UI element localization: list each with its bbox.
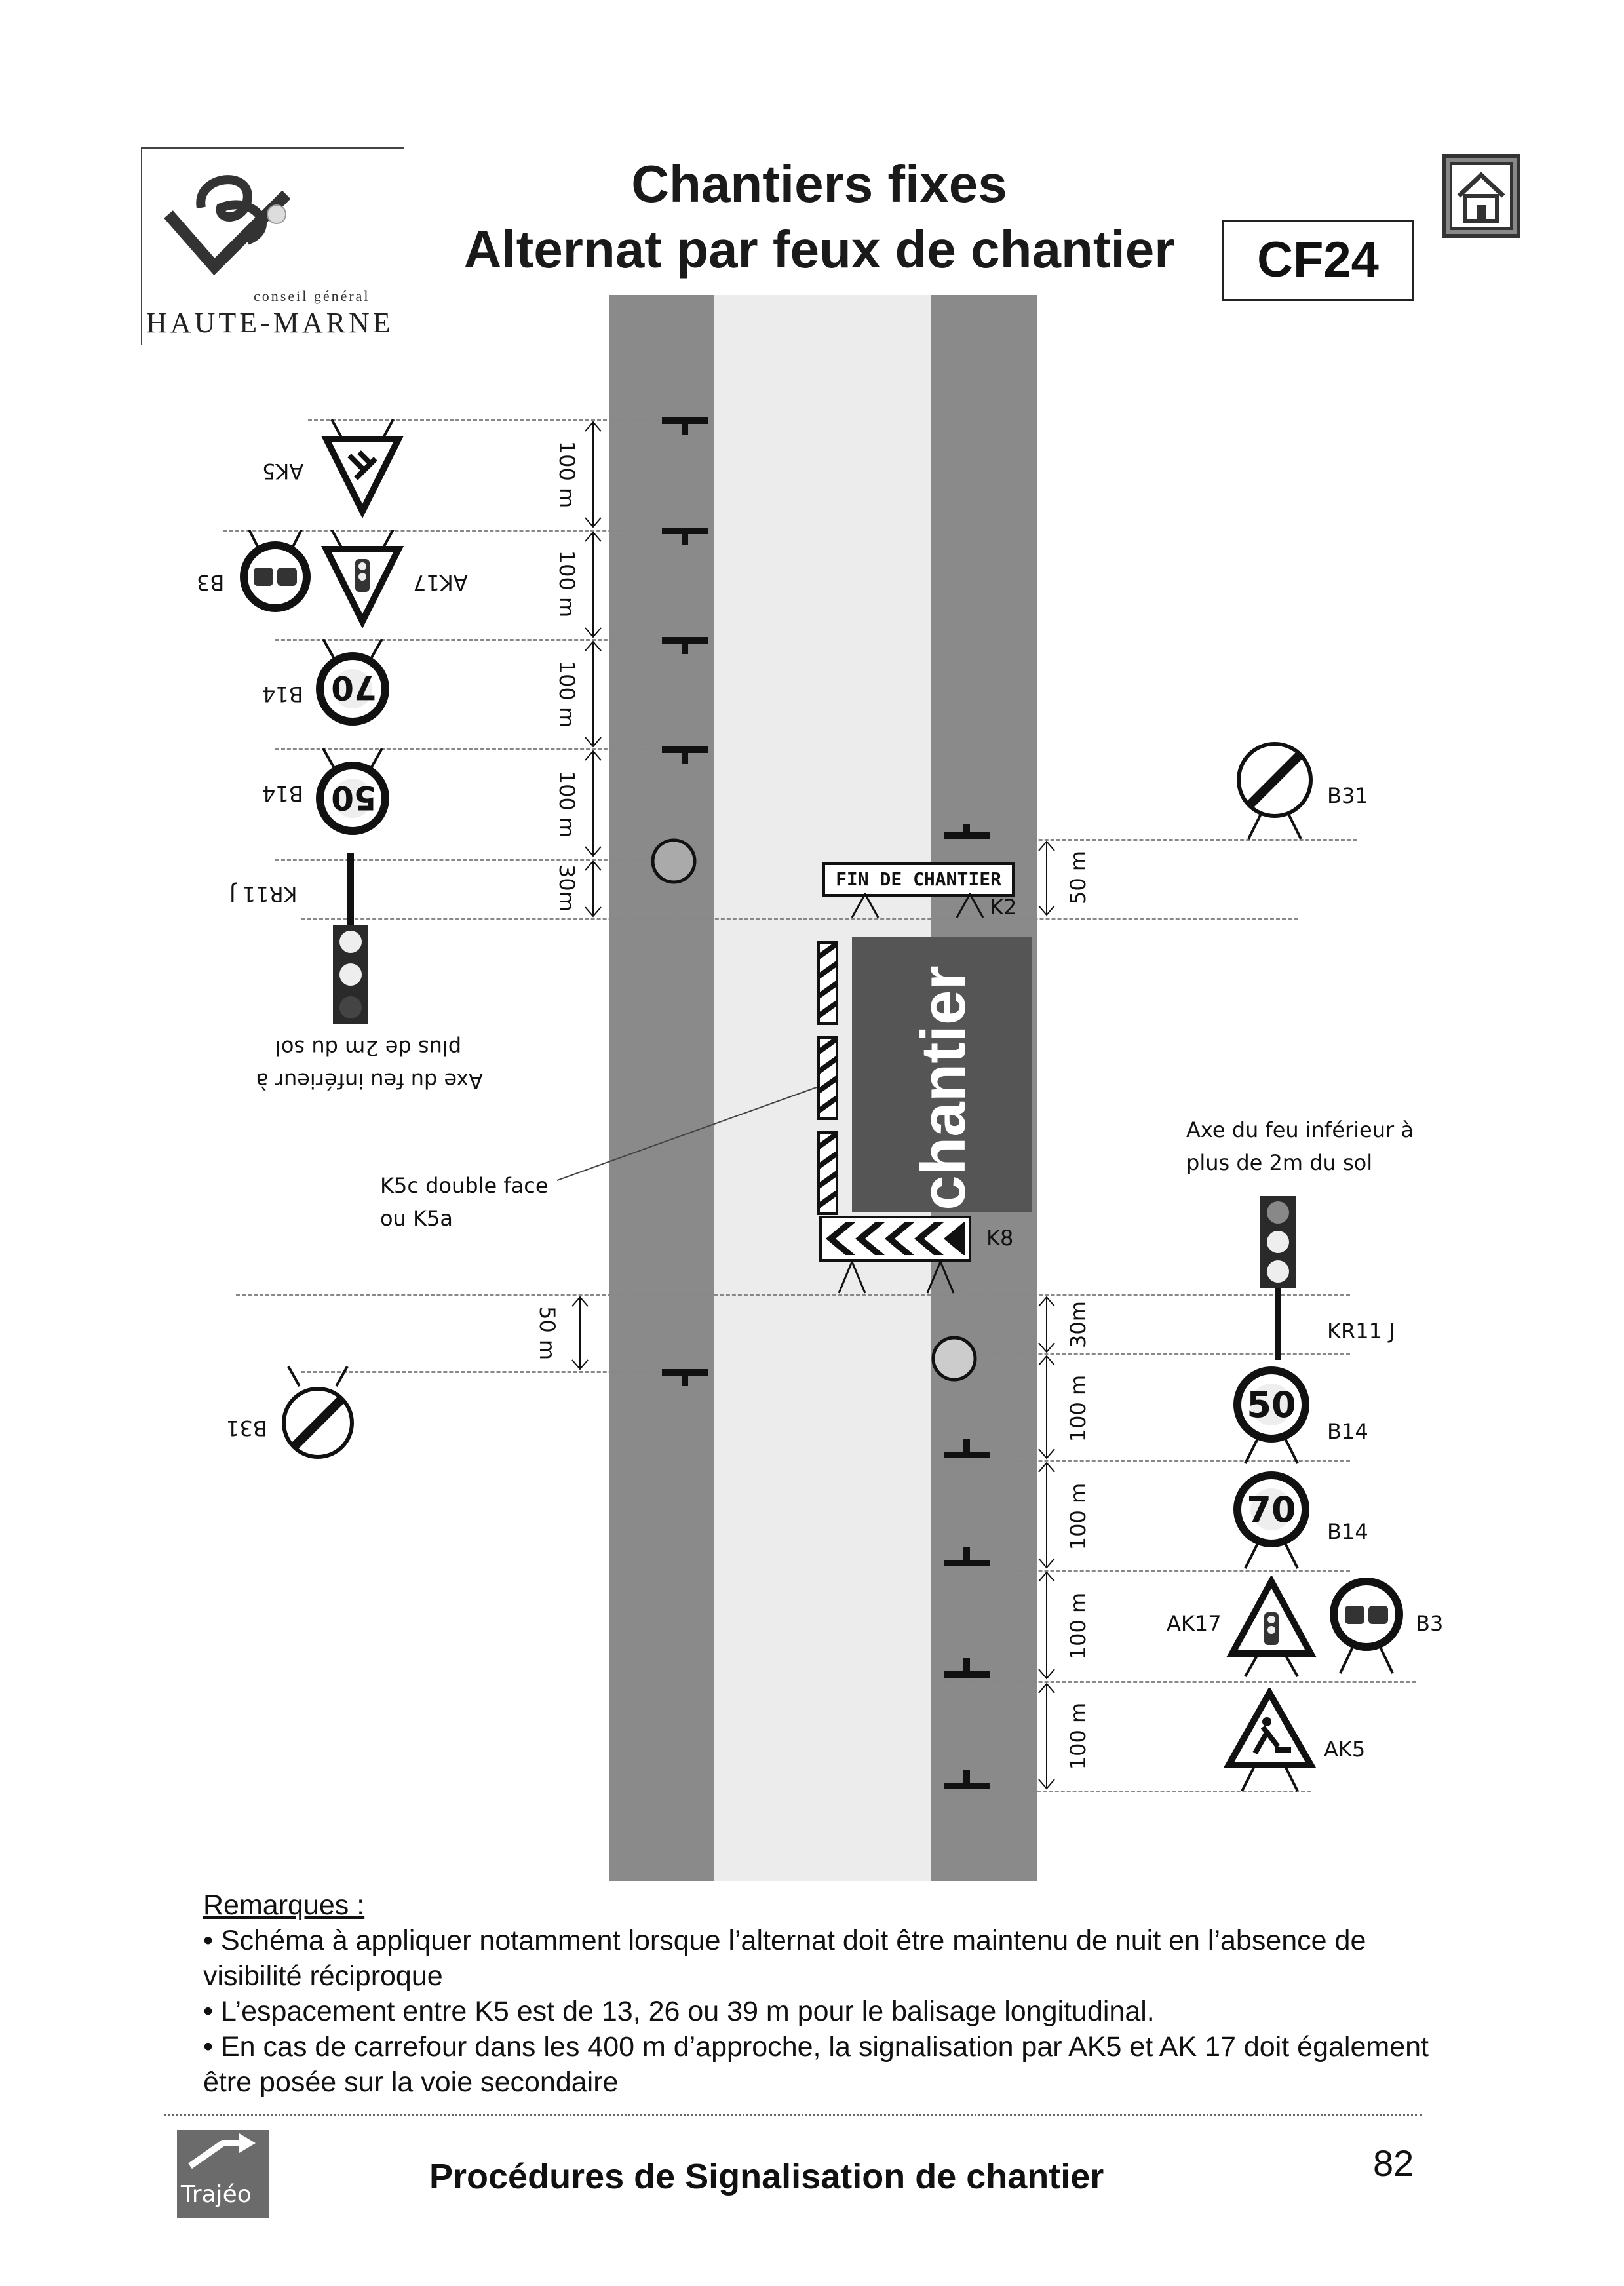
logo-small-text: conseil général [254,288,370,304]
dimension-arrow [583,419,603,531]
page-number: 82 [1373,2142,1414,2184]
k5c-cone-icon [816,1127,840,1219]
traffic-light-signal-icon [1255,1196,1301,1360]
sign-label-b31: B31 [226,1416,267,1441]
remarks-block [203,1888,1461,2100]
sign-label-b14: B14 [262,682,303,707]
sign-label-b14: B14 [1327,1419,1368,1444]
speed-limit-70-value: 70 [331,668,377,707]
remarks-title: Remarques : [203,1889,365,1921]
dimension-arrow [570,1294,590,1372]
traffic-light-marker [649,836,699,886]
dimension-arrow [1037,1460,1056,1570]
ref-line [301,918,1298,920]
sign-label-ak5: AK5 [262,459,304,484]
sign-label-b14: B14 [1327,1519,1368,1544]
sign-post-marker [944,1439,990,1465]
speed-limit-50-value: 50 [1247,1384,1296,1425]
remark-item: • En cas de carrefour dans les 400 m d’approche, la signalisation par AK5 et AK 17 doit également être posée sur la voie secondaire [203,2031,1429,2098]
fin-de-chantier-sign: FIN DE CHANTIER [822,862,1015,897]
k5c-label-line1: K5c double face [380,1173,549,1198]
distance-label: 100 m [1066,1702,1091,1770]
remark-item: • L’espacement entre K5 est de 13, 26 ou 39 m pour le balisage longitudinal. [203,1996,1155,2027]
page-title-line2: Alternat par feux de chantier [463,220,1175,279]
sign-label-k8: K8 [986,1226,1014,1250]
k8-chevron-sign-icon [819,1216,971,1294]
speed-limit-50-value: 50 [331,779,377,817]
dimension-arrow [1037,1353,1056,1462]
sign-label-ak17: AK17 [413,570,468,595]
footer-divider [164,2114,1422,2116]
distance-label: 50 m [535,1306,560,1361]
no-overtaking-sign-icon [1324,1576,1409,1675]
warning-traffic-light-sign-icon [320,530,405,628]
axe-note-line2: plus de 2m du sol [1186,1150,1373,1175]
sign-post-marker [944,824,990,851]
sign-label-ak5: AK5 [1324,1737,1366,1762]
sign-label-b31: B31 [1327,783,1368,808]
sign-label-ak17: AK17 [1167,1611,1222,1636]
distance-label: 100 m [554,770,579,838]
distance-label: 100 m [1066,1374,1091,1443]
traffic-light-marker [929,1334,979,1384]
dimension-arrow [1037,1294,1056,1355]
trajeo-brand: Trajéo [181,2181,252,2208]
k5c-label-line2: ou K5a [380,1206,453,1231]
footer-title: Procédures de Signalisation de chantier [429,2157,1104,2196]
distance-label: 50 m [1066,850,1091,905]
trajeo-logo [177,2130,269,2218]
sign-post-marker [662,1361,708,1387]
sign-post-marker [662,629,708,655]
dimension-arrow [1037,1570,1056,1681]
end-of-restrictions-sign-icon [1232,741,1317,842]
warning-roadworks-sign-icon [1222,1688,1317,1792]
ref-line [236,1294,1350,1296]
warning-roadworks-sign-icon [320,419,405,518]
axe-note-line1: Axe du feu inférieur à [1186,1117,1414,1142]
dimension-arrow [583,530,603,640]
sign-stand [845,893,990,919]
end-of-restrictions-sign-icon [279,1366,357,1465]
sheet-code: CF24 [1222,220,1414,301]
sign-post-marker [944,1658,990,1684]
k5c-pointer-line [557,1085,819,1183]
sign-post-marker [944,1770,990,1796]
dimension-arrow [583,639,603,749]
sign-post-marker [662,520,708,546]
distance-label: 100 m [554,550,579,618]
logo-emblem-icon [155,168,313,286]
axe-note-line2: plus de 2m du sol [275,1036,462,1060]
distance-label: 100 m [1066,1592,1091,1660]
distance-label: 100 m [1066,1482,1091,1551]
dimension-arrow [583,859,603,919]
distance-label: 30m [1066,1301,1091,1348]
dimension-arrow [583,748,603,859]
sign-label-b3: B3 [1416,1611,1444,1636]
page-title-line1: Chantiers fixes [631,155,1007,213]
remark-item: • Schéma à appliquer notamment lorsque l’alternat doit être maintenu de nuit en l’absence de visibilité réciproque [203,1925,1366,1992]
distance-label: 100 m [554,660,579,728]
ref-line [944,1570,1350,1572]
traffic-light-signal-icon [328,853,374,1024]
logo-block [141,147,404,345]
trajeo-arrow-icon [177,2130,269,2176]
sign-label-k2: K2 [990,895,1017,920]
sign-label-kr11j: KR11 J [1327,1319,1395,1344]
speed-limit-70-value: 70 [1247,1489,1296,1530]
ref-line [301,1371,701,1373]
logo-big-text: HAUTE-MARNE [146,307,394,339]
sign-label-b3: B3 [197,570,225,595]
sign-post-marker [944,1547,990,1573]
ref-line [944,1681,1416,1683]
sign-label-b14: B14 [262,781,303,806]
sign-post-marker [662,739,708,765]
worksite-label: chantier [908,965,978,1211]
distance-label: 100 m [554,440,579,509]
axe-note-line1: Axe du feu inférieur à [256,1068,483,1093]
dimension-arrow [1037,839,1056,918]
k5c-cone-icon [816,937,840,1029]
distance-label: 30m [554,864,579,912]
sign-label-kr11j: KR11 J [229,881,298,906]
k5c-cone-icon [816,1032,840,1124]
sign-post-marker [662,410,708,436]
warning-traffic-light-sign-icon [1226,1576,1317,1678]
dimension-arrow [1037,1681,1056,1791]
no-overtaking-sign-icon [239,530,311,615]
home-icon[interactable] [1442,154,1520,238]
